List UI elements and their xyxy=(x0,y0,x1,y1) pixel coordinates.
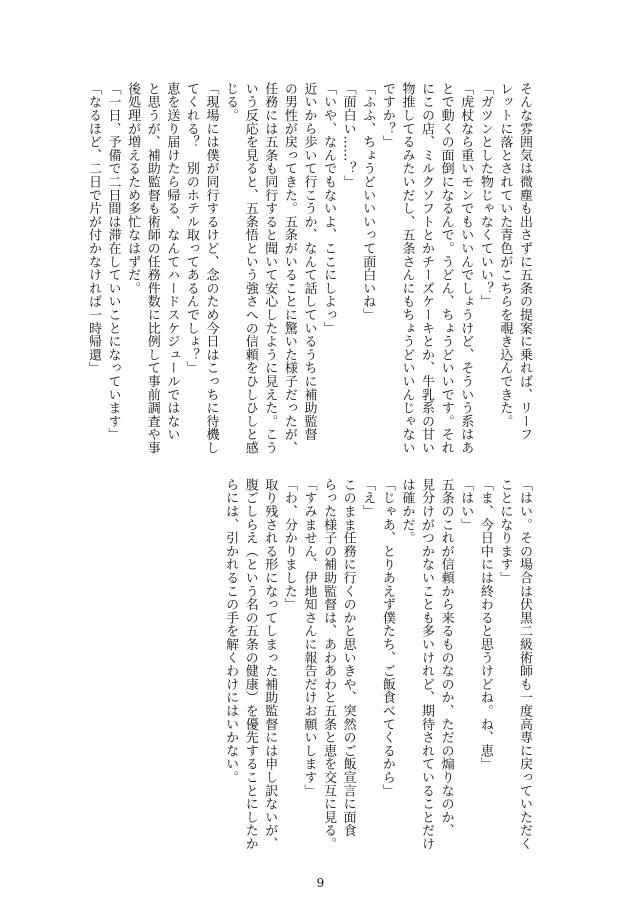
text-line: じる。 xyxy=(223,82,239,122)
text-line: 見分けがつかないことも多いけれど、期待されていることだけ xyxy=(419,478,435,851)
text-line: 近いから歩いて行こうか、なんて話しているうちに補助監督 xyxy=(301,82,317,442)
text-line: このまま任務に行くのかと思いきや、突然のご飯宣言に面食 xyxy=(340,478,356,838)
text-line: の男性が戻ってきた。五条がいることに驚いた様子だったが、 xyxy=(281,82,297,455)
text-line: らには、引かれるこの手を解くわけにはいかない。 xyxy=(223,478,239,784)
text-line: そんな雰囲気は微塵も出さずに五条の提案に乗れば、リーフ xyxy=(517,82,532,442)
text-line: は確かだ。 xyxy=(399,478,415,545)
text-line: ですか？」 xyxy=(379,82,395,149)
text-line: 「じゃあ、とりあえず僕たち、ご飯食べてくるから」 xyxy=(379,478,395,798)
text-line: 任務には五条も同行すると聞いて安心したように見えた。こう xyxy=(262,82,278,455)
text-line: 「いや、なんでもないよ、ここにしよっ」 xyxy=(321,82,337,335)
text-line: 五条のこれが信頼から来るものなのか、ただの煽りなのか、 xyxy=(438,478,454,838)
text-line: 後処理が増えるため多忙なはずだ。 xyxy=(125,82,141,295)
text-line: 「ふふ、ちょうどいいいって面白いね」 xyxy=(360,82,376,322)
text-line: とで動くの面倒になるんで。うどん、ちょうどいいです。それ xyxy=(438,82,454,455)
lower-text-block xyxy=(221,478,535,858)
text-line: 「え」 xyxy=(360,478,376,518)
text-line: 取り残される形になってしまった補助監督には申し訳ないが、 xyxy=(262,478,278,851)
text-line: にこの店、ミルクソフトとかチーズケーキとか、牛乳系の甘い xyxy=(419,82,435,455)
text-line: 「虎杖なら重いモンでもいいんでしょうけど、そういう系はあ xyxy=(458,82,474,455)
text-line: 「はい」 xyxy=(458,478,474,532)
text-line: 「一日、予備で二日間は滞在していいことになっています」 xyxy=(105,82,121,442)
text-line: 「現場には僕が同行するけど、念のため今日はこっちに待機し xyxy=(203,82,219,455)
page-number: 9 xyxy=(316,876,325,890)
text-line: 「面白い……？」 xyxy=(340,82,356,189)
text-line: 「なるほど、二日で片が付かなければ一時帰還」 xyxy=(85,82,101,375)
text-line: 「ガツンとした物じゃなくていい？」 xyxy=(477,82,493,309)
text-line: いう反応を見ると、五条悟という強さへの信頼をひしひしと感 xyxy=(242,82,258,455)
text-line: 腹ごしらえ（という名の五条の健康）を優先することにしたか xyxy=(242,478,258,851)
text-line: レットに落とされていた青色がこちらを覗き込んできた。 xyxy=(497,82,513,428)
text-line: 「ま、今日中には終わると思うけどね。ね、恵」 xyxy=(477,478,493,771)
text-line: 物推してるみたいだし、五条さんにもちょうどいいんじゃない xyxy=(399,82,415,455)
text-line: 「わ、分かりました」 xyxy=(281,478,297,611)
text-line: 恵を送り届けたら帰る、なんてハードスケジュールではない xyxy=(164,82,180,442)
upper-text-block xyxy=(83,82,534,462)
text-line: ことになります」 xyxy=(497,478,513,585)
text-line: てくれる？ 別のホテル取ってあるんでしょ？」 xyxy=(183,82,199,375)
text-line: らった様子の補助監督は、あわあわと五条と恵を交互に見る。 xyxy=(321,478,337,851)
text-line: と思うが、補助監督も術師の任務件数に比例して事前調査や事 xyxy=(144,82,160,455)
text-line: 「はい。その場合は伏黒二級術師も一度高専に戻っていただく xyxy=(517,478,532,851)
text-line: 「すみません、伊地知さんに報告だけお願いします」 xyxy=(301,478,317,798)
